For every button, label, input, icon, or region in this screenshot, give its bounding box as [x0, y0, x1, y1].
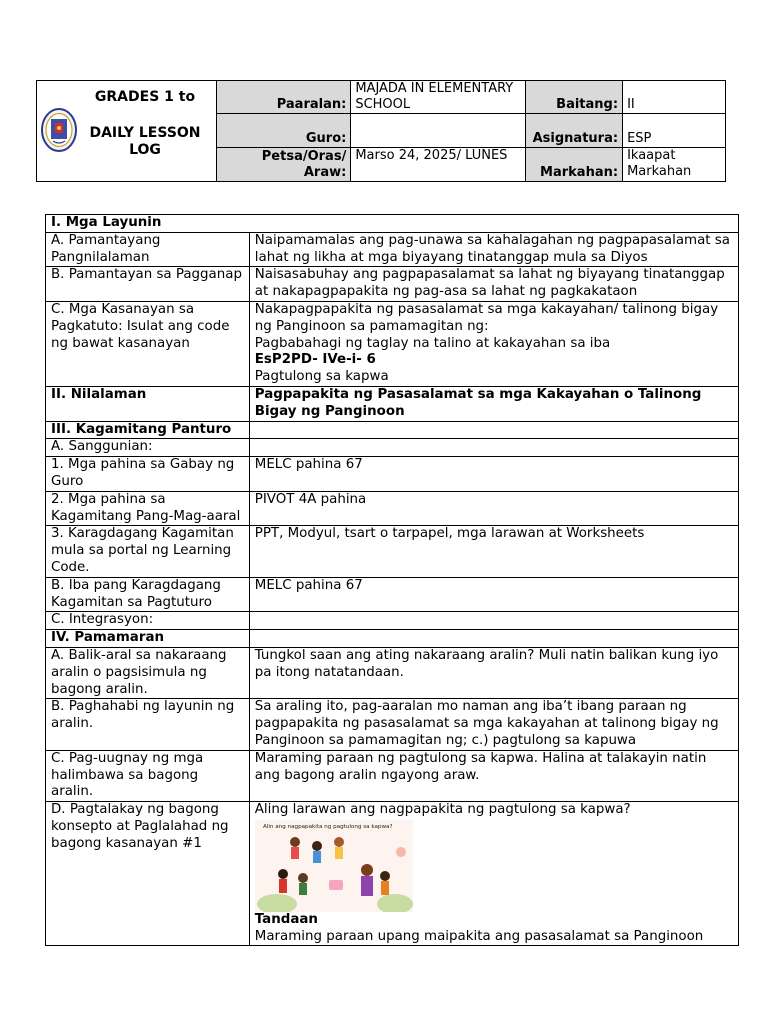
- section-content: II. Nilalaman: [46, 386, 250, 421]
- row-label: A. Sanggunian:: [46, 439, 250, 457]
- row-value: Sa araling ito, pag-aaralan mo naman ang iba’t ibang paraan ng pagpapakita ng pasasalamat sa mga kakayahan at talinong bigay ng Panginoon sa pamamagitan ng; c.) pagtulong sa kapuwa: [249, 699, 738, 750]
- row-value: [249, 802, 738, 946]
- date-value: Marso 24, 2025/ LUNES: [351, 148, 526, 182]
- row-label: B. Pamantayan sa Pagganap: [46, 267, 250, 302]
- school-label: Paaralan:: [217, 81, 351, 114]
- picture-caption: Alin ang nagpapakita ng pagtulong sa kapwa?: [262, 823, 393, 830]
- table-row: [46, 577, 739, 612]
- section-row: [46, 421, 739, 439]
- row-label: 3. Karagdagang Kagamitan mula sa portal ng Learning Code.: [46, 526, 250, 577]
- skills-line: Pagtulong sa kapwa: [254, 369, 389, 385]
- teacher-label: Guro:: [217, 114, 351, 148]
- row-value: MELC pahina 67: [249, 457, 738, 492]
- row-label: B. Paghahabi ng layunin ng aralin.: [46, 699, 250, 750]
- section-materials: III. Kagamitang Panturo: [46, 421, 250, 439]
- section-row: [46, 215, 739, 233]
- title-block: [37, 81, 217, 182]
- row-label: C. Integrasyon:: [46, 612, 250, 630]
- section-procedure: IV. Pamamaran: [46, 630, 250, 648]
- section-objectives: I. Mga Layunin: [46, 215, 739, 233]
- section-row: [46, 386, 739, 421]
- row-value: Tungkol saan ang ating nakaraang aralin? Muli natin balikan kung iyo pa itong natatandaan.: [249, 647, 738, 698]
- date-label: Petsa/Oras/ Araw:: [217, 148, 351, 182]
- row-label: C. Mga Kasanayan sa Pagkatuto: Isulat ang code ng bawat kasanayan: [46, 301, 250, 386]
- table-row: [46, 526, 739, 577]
- row-value: [249, 301, 738, 386]
- table-row: [46, 612, 739, 630]
- skills-code: EsP2PD- IVe-i- 6: [254, 352, 376, 368]
- row-value: Maraming paraan ng pagtulong sa kapwa. Halina at talakayin natin ang bagong aralin ngayong araw.: [249, 750, 738, 801]
- row-label: C. Pag-uugnay ng mga halimbawa sa bagong aralin.: [46, 750, 250, 801]
- row-value: Naipamamalas ang pag-unawa sa kahalagahan ng pagpapasalamat sa lahat ng likha at mga biyayang tinatanggap mula sa Diyos: [249, 232, 738, 267]
- row-value: [249, 630, 738, 648]
- helping-children-picture: [255, 820, 413, 912]
- grade-value: II: [623, 81, 726, 114]
- row-label: A. Balik-aral sa nakaraang aralin o pagsisimula ng bagong aralin.: [46, 647, 250, 698]
- row-value: [249, 421, 738, 439]
- school-value: MAJADA IN ELEMENTARY SCHOOL: [351, 81, 526, 114]
- teacher-value: [351, 114, 526, 148]
- quarter-label: Markahan:: [526, 148, 623, 182]
- table-row: [46, 750, 739, 801]
- row-value: [249, 612, 738, 630]
- row-label: D. Pagtalakay ng bagong konsepto at Paglalahad ng bagong kasanayan #1: [46, 802, 250, 946]
- section-row: [46, 630, 739, 648]
- row-value: [249, 439, 738, 457]
- table-row: [46, 301, 739, 386]
- subject-label: Asignatura:: [526, 114, 623, 148]
- skills-line: Pagbabahagi ng taglay na talino at kakayahan sa iba: [254, 335, 611, 351]
- table-row: [46, 802, 739, 946]
- row-label: A. Pamantayang Pangnilalaman: [46, 232, 250, 267]
- header-table: [36, 80, 726, 182]
- row-label: B. Iba pang Karagdagang Kagamitan sa Pagtuturo: [46, 577, 250, 612]
- table-row: [46, 457, 739, 492]
- quarter-value: Ikaapat Markahan: [623, 148, 726, 182]
- table-row: [46, 232, 739, 267]
- row-value: PPT, Modyul, tsart o tarpapel, mga larawan at Worksheets: [249, 526, 738, 577]
- remember-heading: Tandaan: [254, 911, 318, 927]
- row-label: 1. Mga pahina sa Gabay ng Guro: [46, 457, 250, 492]
- row-value: MELC pahina 67: [249, 577, 738, 612]
- row-value: Naisasabuhay ang pagpapasalamat sa lahat ng biyayang tinatanggap at nakapagpapakita ng pag-asa sa lahat ng pagkakataon: [249, 267, 738, 302]
- skills-line: Nakapagpapakita ng pasasalamat sa mga kakayahan/ talinong bigay ng Panginoon sa pamamagitan ng:: [254, 301, 719, 334]
- table-row: [46, 439, 739, 457]
- table-row: [46, 647, 739, 698]
- lesson-log-table: [45, 214, 739, 946]
- discussion-question: Aling larawan ang nagpapakita ng pagtulong sa kapwa?: [254, 802, 631, 818]
- table-row: [46, 267, 739, 302]
- table-row: [46, 699, 739, 750]
- table-row: [46, 491, 739, 526]
- grade-label: Baitang:: [526, 81, 623, 114]
- deped-seal-icon: [41, 107, 77, 153]
- row-label: 2. Mga pahina sa Kagamitang Pang-Mag-aaral: [46, 491, 250, 526]
- content-value: Pagpapakita ng Pasasalamat sa mga Kakayahan o Talinong Bigay ng Panginoon: [249, 386, 738, 421]
- title-line1: GRADES 1 to: [94, 89, 196, 105]
- subject-value: ESP: [623, 114, 726, 148]
- remember-text: Maraming paraan upang maipakita ang pasasalamat sa Panginoon: [254, 928, 704, 944]
- row-value: PIVOT 4A pahina: [249, 491, 738, 526]
- title-line2: DAILY LESSON LOG: [89, 125, 201, 158]
